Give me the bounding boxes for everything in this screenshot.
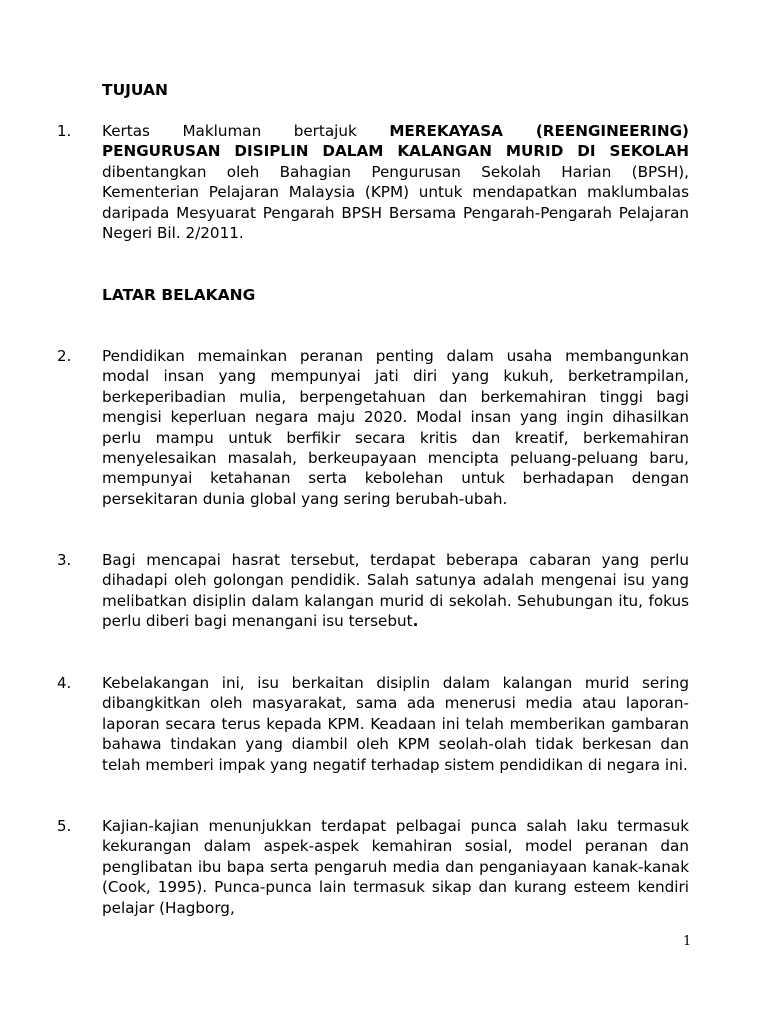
paragraph-5-number: 5. bbox=[57, 817, 72, 835]
paragraph-3 bbox=[102, 550, 689, 632]
page-number: 1 bbox=[683, 934, 692, 949]
heading-latar-belakang: LATAR BELAKANG bbox=[102, 286, 256, 304]
heading-tujuan: TUJUAN bbox=[102, 81, 169, 99]
paragraph-3-end: . bbox=[412, 612, 419, 631]
paragraph-1-number: 1. bbox=[57, 122, 72, 140]
paragraph-2-number: 2. bbox=[57, 347, 72, 365]
paragraph-3-text: Bagi mencapai hasrat tersebut, terdapat beberapa cabaran yang perlu dihadapi oleh golongan pendidik. Salah satunya adalah mengenai isu yang melibatkan disiplin dalam kalangan murid di sekolah. Sehubungan itu, fokus perlu diberi bagi menangani isu tersebut bbox=[102, 551, 689, 631]
paper-title: MEREKAYASA (REENGINEERING) PENGURUSAN DISIPLIN DALAM KALANGAN MURID DI SEKOLAH bbox=[102, 122, 689, 161]
paragraph-1 bbox=[102, 121, 689, 243]
paragraph-4-number: 4. bbox=[57, 674, 72, 692]
paragraph-5: Kajian-kajian menunjukkan terdapat pelbagai punca salah laku termasuk kekurangan dalam aspek-aspek kemahiran sosial, model peranan dan penglibatan ibu bapa serta pengaruh media dan penganiayaan kanak-kanak (Cook, 1995). Punca-punca lain termasuk sikap dan kurang esteem kendiri pelajar (Hagborg, bbox=[102, 817, 689, 917]
paragraph-1-intro: Kertas Makluman bertajuk bbox=[102, 122, 390, 140]
paragraph-2: Pendidikan memainkan peranan penting dalam usaha membangunkan modal insan yang mempunyai jati diri yang kukuh, berketrampilan, berkeperibadian mulia, berpengetahuan dan berkemahiran tinggi bagi mengisi keperluan negara maju 2020. Modal insan yang ingin dihasilkan perlu mampu untuk berfikir secara kritis dan kreatif, berkemahiran menyelesaikan masalah, berkeupayaan mencipta peluang-peluang baru, mempunyai ketahanan serta kebolehan untuk berhadapan dengan persekitaran dunia global yang sering berubah-ubah. bbox=[102, 347, 689, 508]
paragraph-1-rest: dibentangkan oleh Bahagian Pengurusan Sekolah Harian (BPSH), Kementerian Pelajaran Malaysia (KPM) untuk mendapatkan maklumbalas daripada Mesyuarat Pengarah BPSH Bersama Pengarah-Pengarah Pelajaran Negeri Bil. 2/2011. bbox=[102, 162, 689, 243]
paragraph-4: Kebelakangan ini, isu berkaitan disiplin dalam kalangan murid sering dibangkitkan oleh masyarakat, sama ada menerusi media atau laporan-laporan secara terus kepada KPM. Keadaan ini telah memberikan gambaran bahawa tindakan yang diambil oleh KPM seolah-olah tidak berkesan dan telah memberi impak yang negatif terhadap sistem pendidikan di negara ini. bbox=[102, 674, 689, 774]
paragraph-3-number: 3. bbox=[57, 551, 72, 569]
